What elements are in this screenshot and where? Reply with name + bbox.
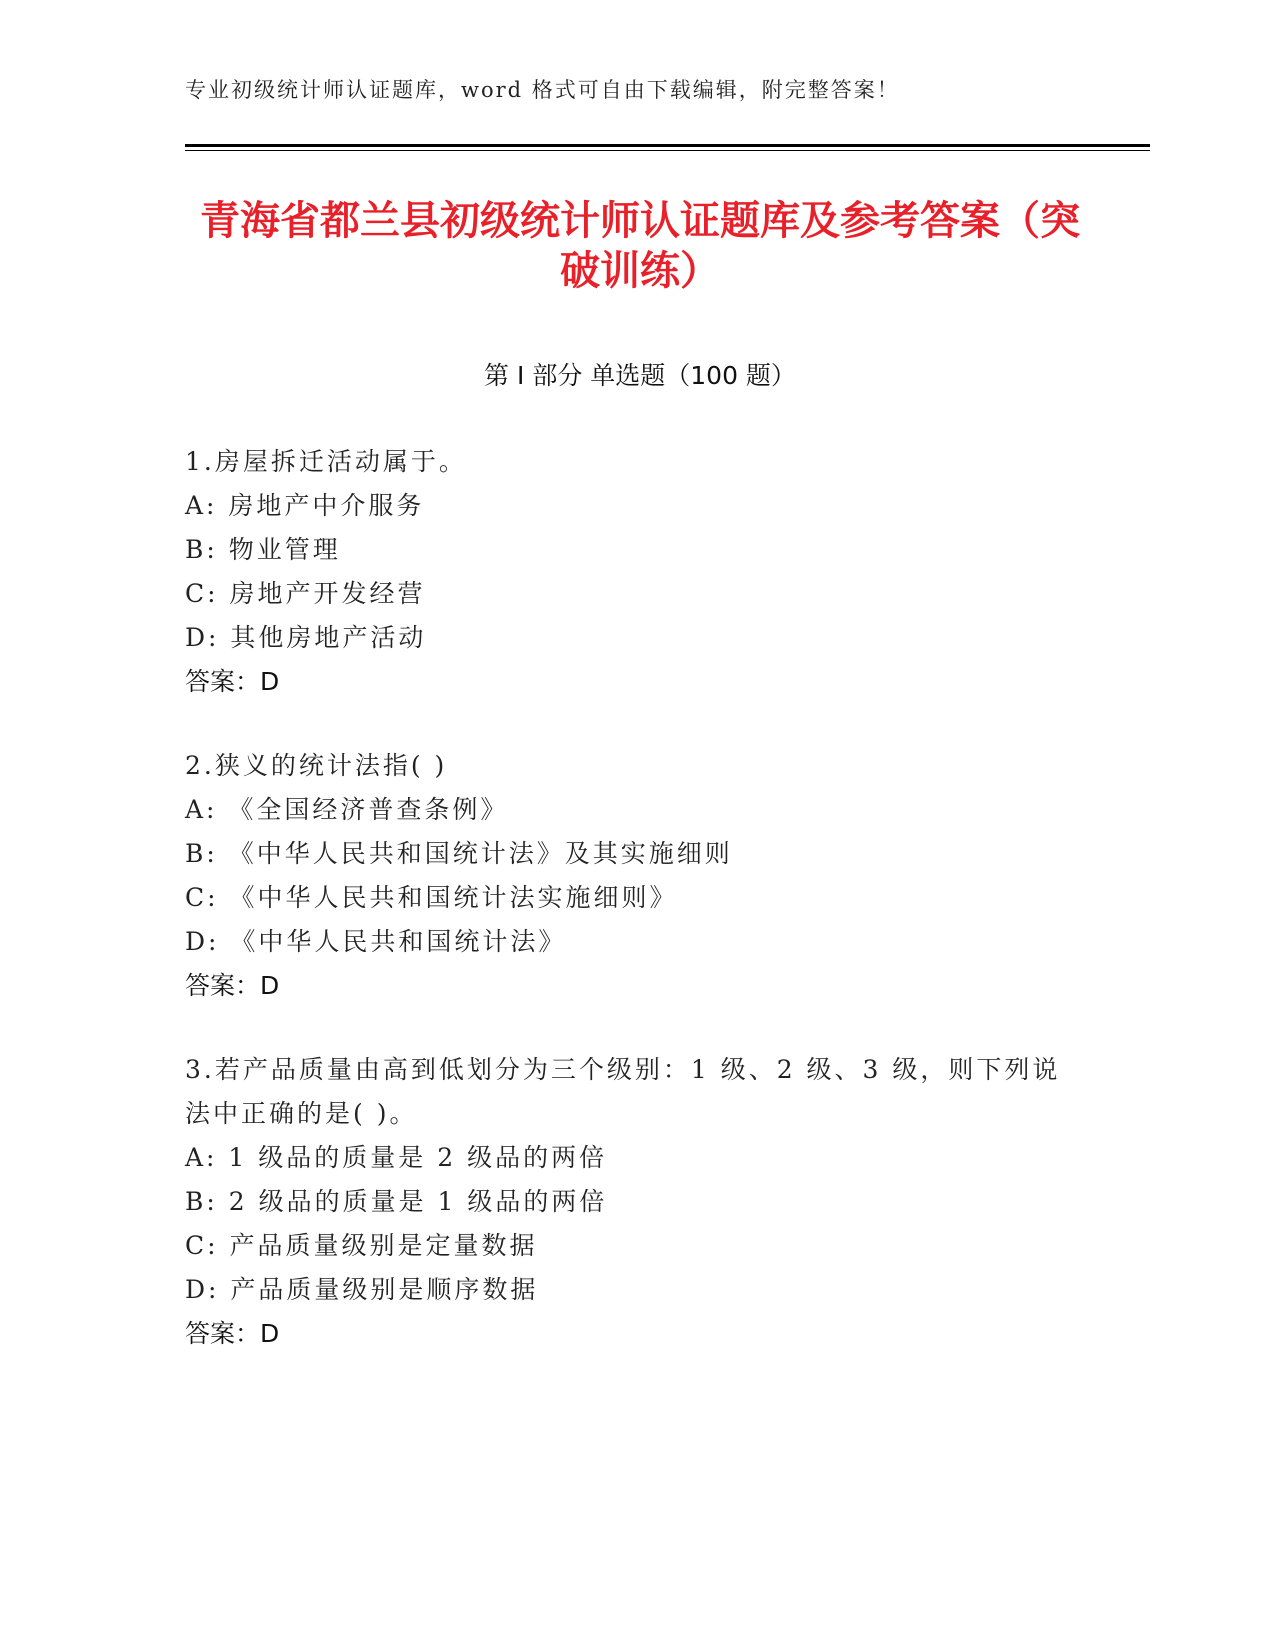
header-rule-thin [185, 150, 1150, 151]
question-list [185, 440, 1085, 1396]
option-a: A: 1 级品的质量是 2 级品的两倍 [185, 1143, 608, 1172]
question-1 [185, 440, 1085, 704]
question-2 [185, 744, 1085, 1008]
header-note: 专业初级统计师认证题库，word 格式可自由下载编辑，附完整答案！ [185, 78, 900, 102]
option-c: C: 房地产开发经营 [185, 579, 426, 608]
option-a: A: 房地产中介服务 [185, 491, 425, 520]
question-text: 3.若产品质量由高到低划分为三个级别：1 级、2 级、3 级，则下列说法中正确的是( )。 [185, 1055, 1061, 1128]
document-title: 青海省都兰县初级统计师认证题库及参考答案（突破训练） [200, 198, 1080, 294]
option-b: B: 《中华人民共和国统计法》及其实施细则 [185, 839, 733, 868]
option-d: D: 产品质量级别是顺序数据 [185, 1275, 539, 1304]
answer: 答案：D [185, 971, 280, 1000]
answer: 答案：D [185, 667, 280, 696]
option-c: C: 产品质量级别是定量数据 [185, 1231, 538, 1260]
section-heading: 第 I 部分 单选题（100 题） [484, 361, 796, 390]
option-b: B: 2 级品的质量是 1 级品的两倍 [185, 1187, 608, 1216]
option-c: C: 《中华人民共和国统计法实施细则》 [185, 883, 678, 912]
question-text: 2.狭义的统计法指( ) [185, 751, 448, 780]
option-d: D: 《中华人民共和国统计法》 [185, 927, 567, 956]
answer: 答案：D [185, 1319, 280, 1348]
question-text: 1.房屋拆迁活动属于。 [185, 447, 467, 476]
option-d: D: 其他房地产活动 [185, 623, 427, 652]
header-rule-thick [185, 144, 1150, 147]
option-b: B: 物业管理 [185, 535, 341, 564]
option-a: A: 《全国经济普查条例》 [185, 795, 509, 824]
question-3 [185, 1048, 1085, 1356]
